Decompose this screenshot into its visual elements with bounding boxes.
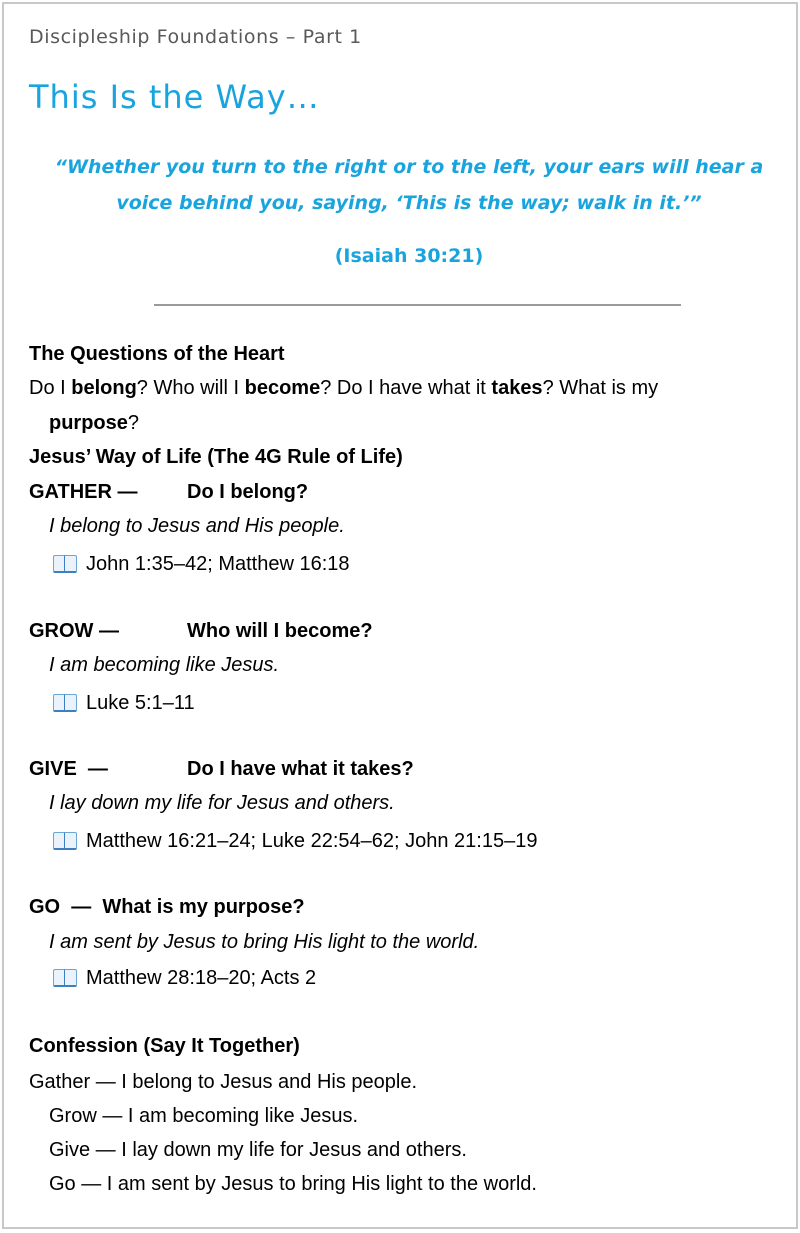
grow-question: Who will I become? (187, 620, 373, 642)
emphasis-purpose: purpose (49, 412, 128, 434)
confession-line: Give — I lay down my life for Jesus and others. (49, 1139, 467, 1161)
confession-line: Gather — I belong to Jesus and His people. (29, 1071, 418, 1093)
text: ? Who will I (136, 377, 245, 399)
grow-label: GROW — (29, 620, 119, 642)
quote-line-1: “Whether you turn to the right or to the left, your ears will hear a (54, 156, 764, 178)
give-question: Do I have what it takes? (187, 758, 414, 780)
text: ? Do I have what it (320, 377, 492, 399)
confession-line: Go — I am sent by Jesus to bring His light to the world. (49, 1173, 537, 1195)
go-heading: GO — What is my purpose? (29, 896, 305, 918)
emphasis-takes: takes (491, 377, 543, 399)
questions-heading: The Questions of the Heart (29, 343, 285, 365)
confession-line: Grow — I am becoming like Jesus. (49, 1105, 358, 1127)
divider (154, 304, 681, 306)
quote-reference: (Isaiah 30:21) (334, 245, 484, 267)
go-scripture (53, 966, 316, 990)
open-book-icon (53, 555, 77, 572)
open-book-icon (53, 694, 77, 711)
emphasis-become: become (244, 377, 321, 399)
open-book-icon (53, 832, 77, 849)
text: ? What is my (542, 377, 659, 399)
questions-line-2 (49, 411, 139, 435)
gather-question: Do I belong? (187, 481, 309, 503)
gather-scripture-text: John 1:35–42; Matthew 16:18 (86, 553, 350, 575)
give-statement: I lay down my life for Jesus and others. (49, 792, 395, 814)
page-header: Discipleship Foundations – Part 1 (29, 26, 362, 48)
confession-heading: Confession (Say It Together) (29, 1035, 300, 1057)
text: Do I (29, 377, 72, 399)
questions-line-1 (29, 376, 658, 400)
grow-statement: I am becoming like Jesus. (49, 654, 280, 676)
gather-label: GATHER — (29, 481, 138, 503)
open-book-icon (53, 969, 77, 986)
grow-scripture-text: Luke 5:1–11 (86, 692, 195, 714)
give-label: GIVE — (29, 758, 108, 780)
give-scripture-text: Matthew 16:21–24; Luke 22:54–62; John 21:15–19 (86, 830, 538, 852)
gather-statement: I belong to Jesus and His people. (49, 515, 345, 537)
page-title: This Is the Way… (29, 78, 320, 116)
go-scripture-text: Matthew 28:18–20; Acts 2 (86, 967, 317, 989)
scripture-quote (44, 149, 774, 221)
text: ? (127, 412, 140, 434)
give-scripture (53, 829, 537, 853)
gather-scripture (53, 552, 350, 576)
quote-line-2: voice behind you, saying, ‘This is the way; walk in it.’” (116, 192, 702, 214)
emphasis-belong: belong (71, 377, 137, 399)
document-page (2, 2, 798, 1229)
grow-scripture (53, 691, 195, 715)
go-statement: I am sent by Jesus to bring His light to the world. (49, 931, 480, 953)
way-heading: Jesus’ Way of Life (The 4G Rule of Life) (29, 446, 403, 468)
